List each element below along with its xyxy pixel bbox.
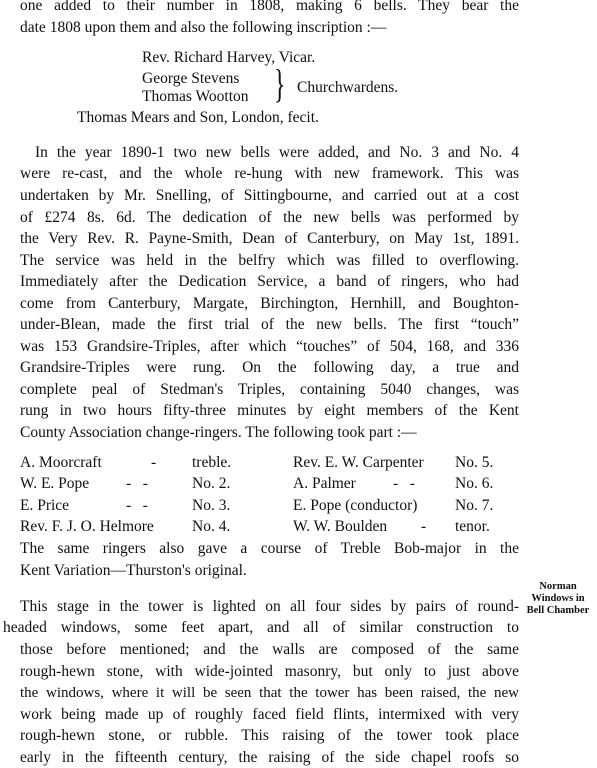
margin-note: [520, 581, 596, 617]
margin-note-line: Norman: [539, 581, 577, 592]
text-line: undertaken by Mr. Snelling, of Sittingbourne, and carried out at a cost: [20, 187, 519, 204]
ringer-name: E. Pope (conductor): [293, 497, 418, 514]
ringer-name: A. Palmer: [293, 475, 356, 492]
text-line: County Association change-ringers. The following took part :—: [20, 424, 417, 441]
ringer-part: No. 3.: [192, 497, 231, 514]
text-line: were re-cast, and the whole re-hung with new framework. This was: [20, 165, 519, 182]
ringer-dash: -: [151, 454, 157, 471]
text-line: of £274 8s. 6d. The dedication of the new bells was performed by: [20, 209, 519, 226]
text-line: Kent Variation—Thurston's original.: [20, 562, 247, 579]
text-line: under-Blean, made the first trial of the new bells. The first “touch”: [20, 316, 519, 333]
brace-glyph: }: [273, 61, 286, 106]
inscription-warden-2: Thomas Wootton: [142, 88, 249, 105]
inscription-vicar: Rev. Richard Harvey, Vicar.: [142, 49, 316, 66]
text-line: come from Canterbury, Margate, Birchington, Hernhill, and Boughton-: [20, 295, 519, 312]
ringer-name: E. Price: [20, 497, 70, 514]
text-line: This stage in the tower is lighted on all four sides by pairs of round-: [20, 598, 519, 615]
text-line: was 153 Grandsire-Triples, after which “touches” of 504, 168, and 336: [20, 338, 519, 355]
text-line: complete peal of Stedman's Triples, containing 5040 changes, was: [20, 381, 519, 398]
text-line: the Very Rev. R. Payne-Smith, Dean of Canterbury, on May 1st, 1891.: [20, 230, 519, 247]
ringer-part: No. 6.: [455, 475, 494, 492]
margin-note-line: Windows in: [531, 593, 585, 604]
ringer-dash: - -: [393, 475, 415, 492]
ringer-part: No. 4.: [192, 518, 231, 535]
ringer-name: Rev. F. J. O. Helmore: [20, 518, 154, 535]
ringer-dash: - -: [126, 475, 148, 492]
text-line: In the year 1890-1 two new bells were added, and No. 3 and No. 4: [35, 144, 519, 161]
text-line: Grandsire-Triples were rung. On the following day, a true and: [20, 359, 519, 376]
ringer-part: No. 5.: [455, 454, 494, 471]
inscription-warden-label: Churchwardens.: [297, 79, 399, 96]
text-line: the windows, where it will be seen that the tower has been raised, the new: [20, 685, 519, 701]
text-line: Immediately after the Dedication Service, a band of ringers, who had: [20, 273, 519, 290]
ringer-part: No. 2.: [192, 475, 231, 492]
ringer-dash: - -: [126, 497, 148, 514]
ringer-dash: -: [421, 518, 427, 535]
inscription-founder: Thomas Mears and Son, London, fecit.: [77, 109, 319, 126]
margin-note-line: Bell Chamber: [526, 605, 590, 616]
ringer-name: W. E. Pope: [20, 475, 90, 492]
text-line: rough-hewn stone, with wide-jointed masonry, but only to just above: [20, 663, 519, 680]
ringer-part: treble.: [192, 454, 232, 471]
text-line: date 1808 upon them and also the following inscription :—: [20, 19, 387, 36]
inscription-warden-1: George Stevens: [142, 70, 240, 87]
ringer-name: Rev. E. W. Carpenter: [293, 454, 424, 471]
text-line: one added to their number in 1808, making 6 bells. They bear the: [20, 0, 519, 14]
text-line: work being made up of roughly faced field flints, intermixed with very: [20, 706, 519, 723]
text-line: headed windows, some feet apart, and all of similar construction to: [3, 619, 519, 636]
ringer-part: No. 7.: [455, 497, 494, 514]
text-line: rough-hewn stone, or rubble. This raising of the tower took place: [20, 727, 519, 744]
text-line: those before mentioned; and the walls are composed of the same: [20, 641, 519, 658]
text-line: The service was held in the belfry which was filled to overflowing.: [20, 252, 519, 269]
ringer-name: W. W. Boulden: [293, 518, 388, 535]
text-line: The same ringers also gave a course of Treble Bob-major in the: [20, 540, 519, 557]
text-line: early in the fifteenth century, the raising of the side chapel roofs so: [20, 749, 519, 766]
ringer-name: A. Moorcraft: [20, 454, 102, 471]
text-line: rung in two hours fifty-three minutes by eight members of the Kent: [20, 402, 519, 419]
ringer-part: tenor.: [455, 518, 490, 535]
